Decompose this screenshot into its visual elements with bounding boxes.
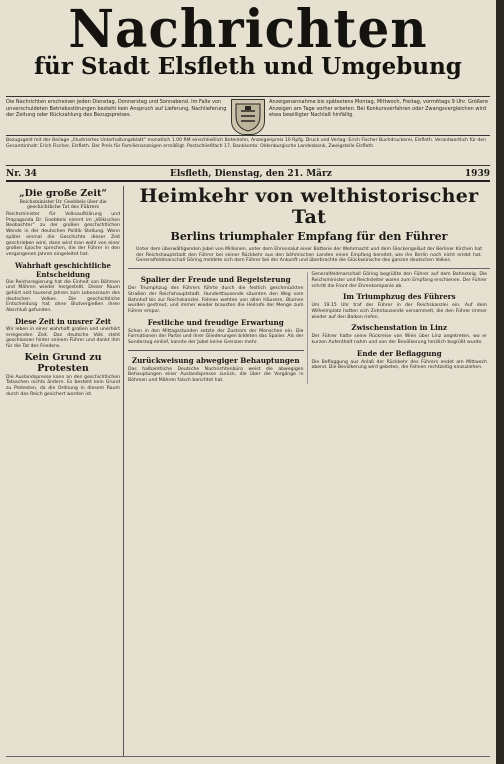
- issue-number: Nr. 34: [6, 169, 37, 179]
- issue-year: 1939: [464, 169, 490, 179]
- section-text: Die Beflaggung aus Anlaß der Rückkehr des Führers endet am Mittwoch abend. Die Bevölkerung wird gebeten, die Fahnen rechtzeitig einzuziehen.: [311, 359, 487, 371]
- page-footer-rule: [6, 756, 490, 764]
- masthead-title: Nachrichten: [68, 0, 428, 60]
- left-article-subheading: Wahrhaft geschichtliche Entscheidung: [15, 260, 111, 279]
- place-date: Elsfleth, Dienstag, den 21. März: [170, 169, 332, 179]
- left-article-paragraph: Wir leben in einer wahrhaft großen und unerhört erregenden Zeit. Das deutsche Volk steht geschlossen hinter seinem Führer und dankt ihm für die Tat des Friedens.: [6, 326, 120, 349]
- scan-edge: [496, 0, 504, 764]
- section-heading: Zwischenstation in Linz: [351, 323, 448, 333]
- section-heading: Zurückweisung abwegiger Behauptungen: [131, 355, 300, 365]
- section-text: Der Triumphzug des Führers führte durch die festlich geschmückten Straßen der Reichshauptstadt. Hunderttausende säumten den Weg vom Bahnhof bis zur Reichskanzlei. Fahnen wehten von allen Häusern, Blumen wurden gestreut, und immer wieder brausten die Heilrufe der Menge zum Führer empor.: [128, 286, 304, 314]
- section-text: Generalfeldmarschall Göring begrüßte den Führer auf dem Bahnsteig. Die Reichsminister und Reichsleiter waren zum Empfang erschienen. Der Führer schritt die Front der Ehrenkompanie ab.: [311, 272, 487, 289]
- left-article-subheading: Diese Zeit in unsrer Zeit: [15, 316, 111, 326]
- dateline: [6, 168, 490, 182]
- side-article: [128, 350, 304, 384]
- left-article-byline: Reichsminister Dr. Goebbels über die geschichtliche Tat des Führers: [19, 200, 107, 210]
- left-article-title-2: Kein Grund zu Protesten: [24, 351, 102, 374]
- main-headline: Heimkehr von welthistorischer Tat: [139, 186, 479, 228]
- left-article-paragraph: Reichsminister für Volksaufklärung und Propaganda Dr. Goebbels nimmt im „Völkischen Beobachter“ zu der großen geschichtlichen Wende in der deutschen Politik Stellung. Wenn später einmal die Geschichte dieser Zeit geschrieben wird, dann wird man wohl von einer großen Epoche sprechen, die der Führer in den vergangenen Jahren eingeleitet hat.: [6, 212, 120, 257]
- section-text: Das halbamtliche Deutsche Nachrichtenbüro weist die abwegigen Behauptungen einer Auslandspresse zurück, die über die Vorgänge in Böhmen und Mähren falsch berichtet hat.: [128, 366, 304, 384]
- section-text: Schon in den Mittagsstunden setzte der Zustrom der Menschen ein. Die Formationen der Partei und ihrer Gliederungen bildeten das Spalier. Als der Sonderzug einlief, kannte der Jubel keine Grenzen mehr.: [128, 328, 304, 346]
- section-heading: Im Triumphzug des Führers: [343, 292, 456, 302]
- main-subheadline: Berlins triumphaler Empfang für den Führer: [170, 230, 448, 243]
- subscription-terms: Bezugsgeld mit der Beilage „Illustriertes Unterhaltungsblatt“ monatlich 1.00 RM einschließlich Botenlohn, Anzeigenpreis 10 Rpfg. Druck und Verlag: Erich Fischer Buchdruckerei, Elsfleth. Verantwortlich für den Gesamtinhalt: Erich Fischer, Elsfleth. Der Preis für Familienanzeigen ermäßigt. Postschließfach 17, Bankkonto: Oldenburgische Landesbank, Zweigstelle Elsfleth.: [6, 138, 490, 166]
- section-heading: Festliche und freudige Erwartung: [147, 317, 284, 327]
- publication-info-left: Die Nachrichten erscheinen jeden Dienstag, Donnerstag und Sonnabend. Im Falle von unverschuldeten Betriebsstörungen besteht kein Anspruch auf Lieferung, Nachlieferung der Zeitung oder Rückzahlung des Bezugspreises.: [6, 99, 227, 119]
- left-article-title: „Die große Zeit“: [19, 188, 107, 199]
- left-article-paragraph: Die Reichsregierung hat die Einheit von Böhmen und Mähren wieder hergestellt. Dieser Raum gehört seit tausend Jahren zum Lebensraum des deutschen Volkes. Die geschichtliche Entscheidung hat ohne Blutvergießen ihren Abschluß gefunden.: [6, 279, 120, 314]
- section-heading: Spalier der Freude und Begeisterung: [140, 275, 291, 285]
- publication-info-bar: [6, 96, 490, 136]
- coat-of-arms-icon: [231, 99, 265, 135]
- main-columns: [128, 268, 490, 384]
- main-article: [128, 186, 490, 756]
- section-text: Um 19.15 Uhr traf der Führer in der Reichskanzlei ein. Auf dem Wilhelmplatz hatten sich Zehntausende versammelt, die den Führer immer wieder auf den Balkon riefen.: [311, 303, 487, 320]
- main-column-1: [128, 272, 308, 384]
- masthead-subtitle: für Stadt Elsfleth und Umgebung: [34, 53, 462, 80]
- publication-info-right: Anzeigenannahme bis spätestens Montag, Mittwoch, Freitag, vormittags 9 Uhr. Größere Anzeigen am Tage vorher erbeten. Bei Konkursverfahren oder Zwangsvergleichen wird etwa bewilligter Nachlaß hinfällig.: [269, 99, 489, 119]
- left-column: [6, 186, 124, 756]
- main-column-2: [312, 272, 491, 384]
- main-lead-paragraph: Unter dem überwältigenden Jubel von Millionen, unter dem Ehrensalut einer Batterie der Wehrmacht und dem Glockengeläut der Berliner Kirchen hat der Reichshauptstadt den Führer bei seiner Rückkehr aus den böhmischen Landen einen Empfang bereitet, wie ihn Berlin noch nicht erlebt hat. Generalfeldmarschall Göring meldete sich dem Führer bei der Ankunft und überbrachte die Glückwünsche des ganzen deutschen Volkes.: [136, 247, 482, 264]
- section-heading: Ende der Beflaggung: [356, 348, 442, 358]
- masthead: [6, 0, 490, 82]
- left-article-paragraph: Die Auslandspresse kann an den geschichtlichen Tatsachen nichts ändern. Es besteht kein Grund zu Protesten, da die Ordnung in diesem Raum durch das Reich gesichert worden ist.: [6, 374, 120, 397]
- section-text: Der Führer hatte seine Rückreise von Wien über Linz angetreten, wo er kurzen Aufenthalt nahm und von der Bevölkerung herzlich begrüßt wurde.: [311, 334, 487, 346]
